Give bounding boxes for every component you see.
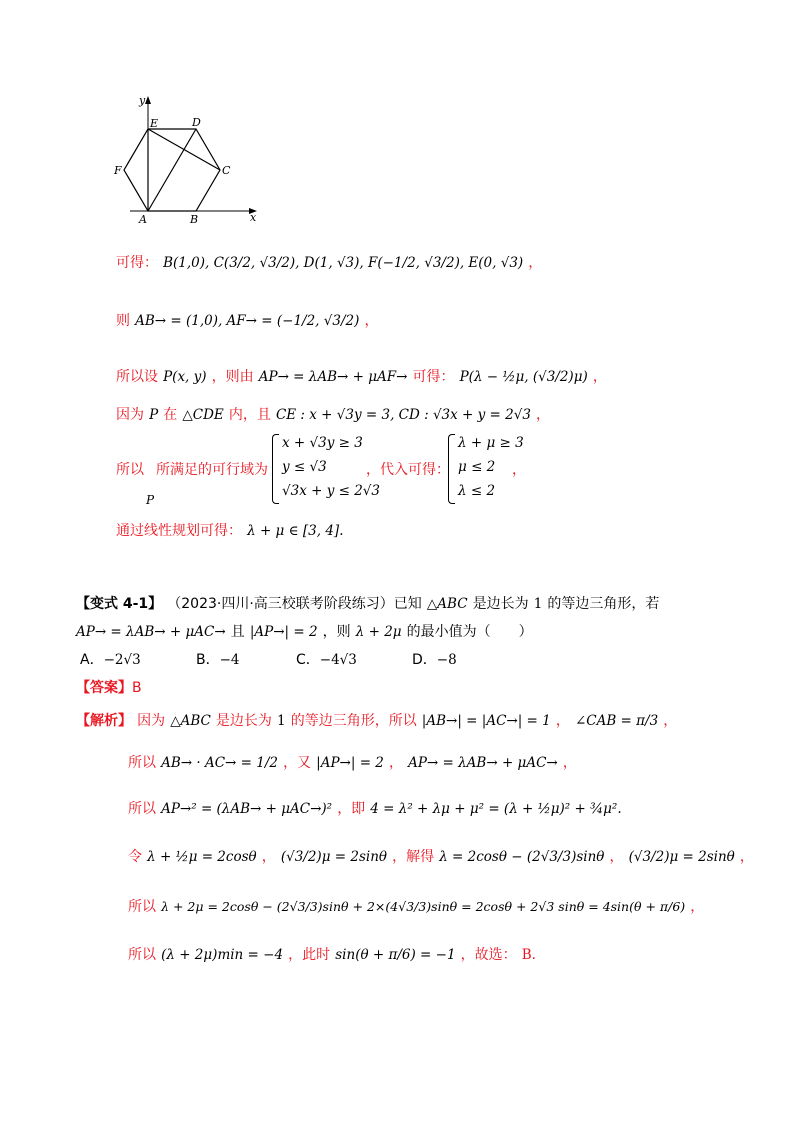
sys1-row1: x + √3y ≥ 3 (282, 435, 363, 451)
sol1-l3-m1: P(x, y) (163, 369, 207, 385)
option-b-value: −4 (219, 652, 240, 668)
problem-m3: |AP→| = 2 (249, 624, 318, 640)
sys1-row3: √3x + y ≤ 2√3 (282, 483, 381, 499)
sol1-l4-m2: △CDE (182, 407, 224, 423)
segment-EC (148, 129, 220, 170)
hexagon-axes-diagram (110, 90, 270, 230)
analysis-f1: 所以 (128, 947, 156, 963)
analysis-e2: ， (690, 899, 705, 915)
y-axis-arrow (145, 96, 151, 104)
sol1-l5-d: ， (512, 462, 526, 478)
sol1-l1-math: B(1,0), C(3/2, √3/2), D(1, √3), F(−1/2, √3/2), E(0, √3) (163, 255, 524, 271)
option-a-value: −2√3 (103, 652, 141, 668)
analysis-m1: △ABC (170, 713, 211, 729)
analysis-m4: AB→ · AC→ = 1/2 (161, 755, 278, 771)
sol1-l3-m2: AP→ = λAB→ + μAF→ (258, 369, 408, 385)
sol1-line1 (116, 252, 542, 272)
problem-m2: AP→ = λAB→ + μAC→ (76, 624, 226, 640)
analysis-m9: λ + ½μ = 2cosθ (147, 849, 257, 865)
option-d-key: D． (412, 652, 437, 668)
analysis-e1: 所以 (128, 899, 156, 915)
analysis-m13: λ + 2μ = 2cosθ − (2√3/3)sinθ + 2×(4√3/3)sinθ = 2cosθ + 2√3 sinθ = 4sin(θ + π/6) (161, 899, 686, 914)
analysis-a5: ， (663, 713, 678, 729)
analysis-line2 (128, 752, 577, 772)
sol1-l2-math: AB→ = (1,0), AF→ = (−1/2, √3/2) (135, 313, 360, 329)
sol1-l4-c: 内，且 (228, 407, 271, 423)
analysis-m3: ∠CAB = π/3 (574, 713, 659, 729)
sol1-l4-b: 在 (163, 407, 178, 423)
option-a[interactable] (80, 649, 141, 669)
sol1-line5-b (156, 459, 268, 479)
analysis-a3: 的等边三角形，所以 (290, 713, 417, 729)
analysis-f2: ，此时 (288, 947, 331, 963)
sol1-l6-m: λ + μ ∈ [3, 4]. (247, 523, 344, 539)
analysis-m11: λ = 2cosθ − (2√3/3)sinθ (439, 849, 605, 865)
analysis-d2: ， (261, 849, 276, 865)
sol1-line6 (116, 520, 343, 540)
sys2-row3: λ ≤ 2 (458, 483, 496, 499)
label-y: y (139, 94, 146, 107)
sol1-line3 (116, 366, 607, 386)
sys2-row2: μ ≤ 2 (458, 459, 496, 475)
label-x: x (250, 211, 257, 224)
sol1-l5-a: 所以 (116, 462, 144, 478)
sol1-l5-b: 所满足的可行域为 (156, 462, 268, 478)
analysis-m5: |AP→| = 2 (316, 755, 384, 771)
problem-t3: 且 (230, 624, 245, 640)
analysis-d1: 令 (128, 849, 142, 865)
problem-m4: λ + 2μ (355, 624, 402, 640)
sol1-l3-c: 可得： (412, 369, 455, 385)
sol1-l4-a: 因为 (116, 407, 144, 423)
analysis-line5 (128, 896, 704, 916)
sol1-line5-lead (116, 459, 144, 479)
sol1-line2 (116, 310, 378, 330)
problem-line1 (76, 593, 659, 613)
analysis-c1: 所以 (128, 801, 156, 817)
option-b[interactable] (196, 649, 240, 669)
analysis-f3: ，故选： (460, 947, 517, 963)
label-F: F (114, 164, 122, 177)
problem-source: （2023·四川·高三校联考阶段练习）已知 (167, 596, 422, 612)
option-c[interactable] (296, 649, 357, 669)
analysis-b2: ，又 (283, 755, 312, 771)
sol1-l1-text: 可得： (116, 255, 158, 271)
sol1-l1-comma: ， (528, 255, 543, 271)
sys2-brace (448, 434, 455, 504)
option-c-key: C． (296, 652, 320, 668)
problem-m1: △ABC (426, 596, 468, 612)
analysis-m14: (λ + 2μ)min = −4 (161, 947, 284, 963)
analysis-m7: AP→² = (λAB→ + μAC→)² (161, 801, 333, 817)
sol1-l5-c: ，代入可得： (366, 462, 450, 478)
analysis-b3: ， (388, 755, 403, 771)
analysis-line4 (128, 846, 754, 866)
sol1-l3-m3: P(λ − ½μ, (√3/2)μ) (459, 369, 588, 385)
segment-AD (148, 129, 196, 211)
sys1-row2: y ≤ √3 (282, 459, 327, 475)
sys1-brace (272, 434, 279, 504)
sol1-l2-text: 则 (116, 313, 130, 329)
sys2-row1: λ + μ ≥ 3 (458, 435, 524, 451)
option-d-value: −8 (436, 652, 457, 668)
answer-label: 【答案】 (76, 680, 132, 696)
sol1-line5-d (512, 459, 526, 479)
sol1-l3-b: ，则由 (211, 369, 254, 385)
label-A: A (139, 213, 147, 226)
problem-t5: 的最小值为（ ） (406, 624, 533, 640)
sol1-l4-m3: CE : x + √3y = 3, CD : √3x + y = 2√3 (275, 407, 531, 423)
answer-line (76, 677, 142, 697)
analysis-d3: ，解得 (392, 849, 435, 865)
analysis-line1 (76, 710, 677, 730)
label-B: B (190, 213, 199, 226)
analysis-a4: ， (555, 713, 570, 729)
option-b-key: B． (196, 652, 220, 668)
analysis-a1: 因为 (137, 713, 166, 729)
analysis-b4: ， (562, 755, 577, 771)
sol1-l3-d: ， (592, 369, 607, 385)
analysis-f4: B. (521, 947, 536, 963)
analysis-m2: |AB→| = |AC→| = 1 (421, 713, 551, 729)
analysis-d4: ， (609, 849, 624, 865)
sol1-l6-a: 通过线性规划可得： (116, 523, 242, 539)
problem-one: 1 (533, 596, 543, 612)
problem-line2 (76, 621, 533, 641)
analysis-m8: 4 = λ² + λμ + μ² = (λ + ½μ)² + ¾μ². (370, 801, 622, 817)
analysis-line6 (128, 944, 536, 964)
sol1-line4 (116, 404, 550, 424)
label-C: C (222, 164, 231, 177)
sol1-l2-comma: ， (364, 313, 379, 329)
label-E: E (150, 117, 159, 130)
analysis-m6: AP→ = λAB→ + μAC→ (408, 755, 558, 771)
analysis-m10: (√3/2)μ = 2sinθ (280, 849, 388, 865)
option-c-value: −4√3 (319, 652, 357, 668)
analysis-one: 1 (277, 713, 286, 729)
option-a-key: A． (80, 652, 104, 668)
problem-tag: 【变式 4-1】 (76, 596, 163, 612)
analysis-c2: ，即 (337, 801, 366, 817)
analysis-line3 (128, 798, 622, 818)
sol1-l5-P: P (146, 493, 155, 507)
sol1-l3-a: 所以设 (116, 369, 158, 385)
label-D: D (192, 116, 201, 129)
problem-t1: 是边长为 (472, 596, 529, 612)
answer-value: B (132, 680, 142, 696)
sol1-l4-m1: P (149, 407, 159, 423)
problem-t2: 的等边三角形，若 (547, 596, 660, 612)
analysis-m15: sin(θ + π/6) = −1 (335, 947, 456, 963)
option-d[interactable] (412, 649, 457, 669)
analysis-b1: 所以 (128, 755, 156, 771)
analysis-d5: ， (739, 849, 754, 865)
analysis-m12: (√3/2)μ = 2sinθ (628, 849, 735, 865)
sol1-l4-d: ， (536, 407, 551, 423)
sol1-line5-c (366, 459, 450, 479)
problem-t4: ，则 (322, 624, 351, 640)
analysis-a2: 是边长为 (215, 713, 272, 729)
analysis-label: 【解析】 (76, 713, 132, 729)
